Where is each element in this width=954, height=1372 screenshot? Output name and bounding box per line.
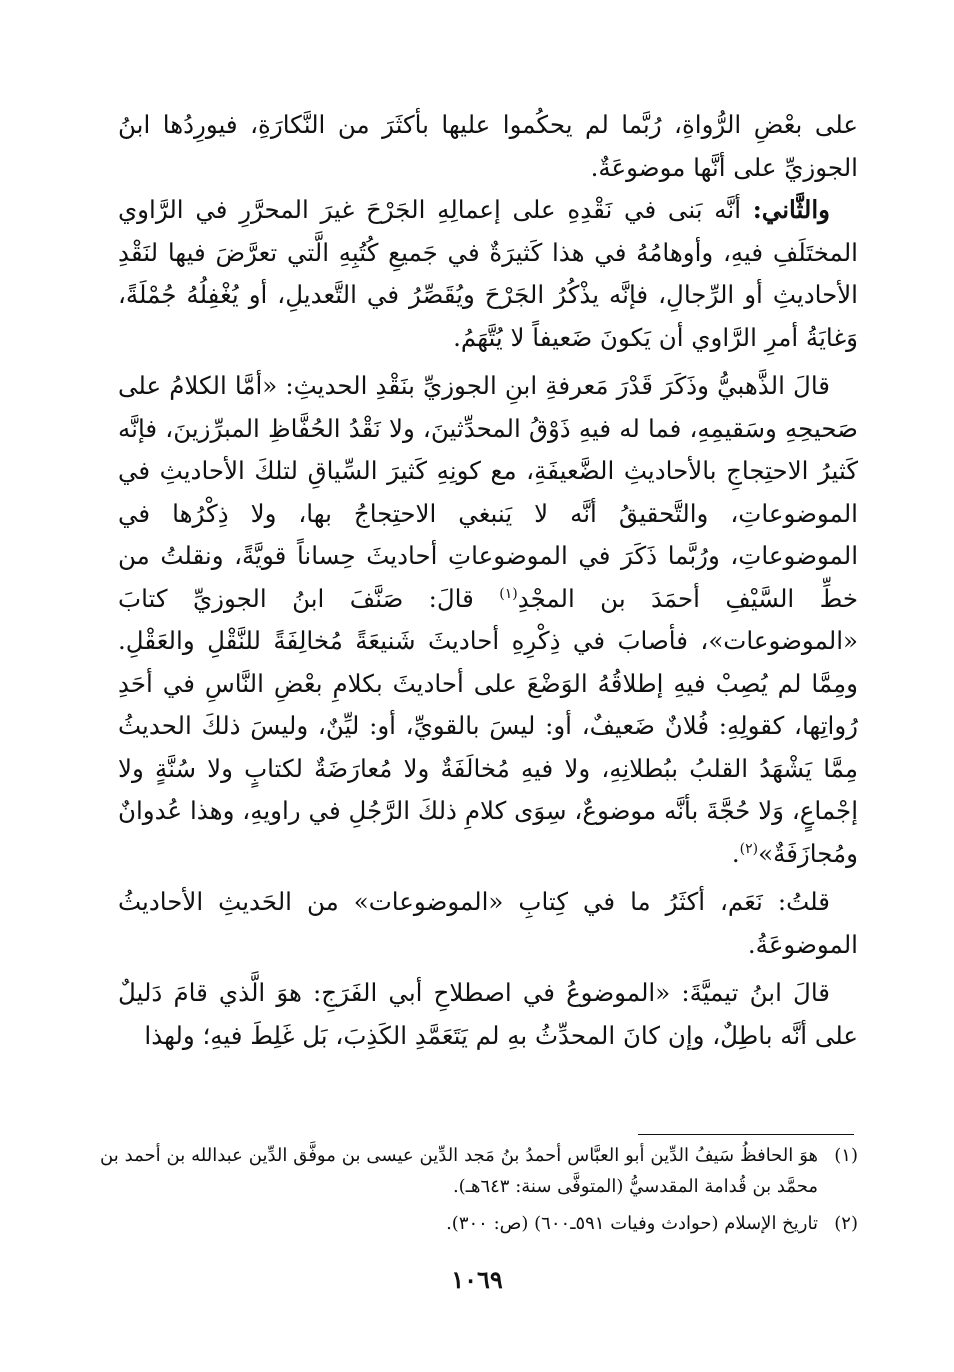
paragraph-5: قالَ ابنُ تيميَّةَ: «الموضوعُ في اصطلاحِ أبي الفَرَجِ: هوَ الَّذي قامَ دَليلٌ على أنَّه باطِلٌ، وإن كانَ المحدِّثُ بهِ لم يَتَعَمَّدِ الكَذِبَ، بَل غَلِطَ فيهِ؛ ولهذا: [118, 978, 858, 1050]
footnote-ref-1: (١): [499, 585, 518, 602]
footnote-2-number: (٢): [834, 1213, 858, 1234]
footnote-divider: [638, 1134, 854, 1135]
footnote-1-text: هوَ الحافظُ سَيفُ الدِّين أبو العبَّاس أحمدُ بنُ مَجد الدِّين عيسى بن موفَّق الدِّين عبدالله بن أحمد بن محمَّد بن قُدامة المقدسيُّ (المتوفَّى سنة: ٦٤٣هـ).: [100, 1145, 818, 1197]
paragraph-3-end: .: [731, 838, 740, 868]
paragraph-3: [118, 365, 858, 875]
paragraph-2: [118, 189, 858, 359]
main-text: [118, 104, 858, 1057]
footnotes: [100, 1140, 858, 1239]
paragraph-2-text: أنَّه بَنى في نَقْدِهِ على إعمالِهِ الجَرْحَ غيرَ المحرَّرِ في الرَّاوي المختَلَفِ فيهِ، وأوهامُهُ في هذا كَثيرَةٌ في جَميعِ كُتُبِهِ الَّتي تعرَّضَ فيها لنَقْدِ الأحاديثِ أو الرِّجالِ، فإنَّه يذْكُرُ الجَرْحَ ويُقَصِّرُ في التَّعديلِ، أو يُغْفِلُهُ جُمْلَةً، وَغايَةُ أمرِ الرَّاوي أن يَكونَ ضَعيفاً لا يُتَّهَمُ.: [118, 195, 858, 352]
paragraph-4: قلتُ: نَعَم، أكثَرُ ما في كِتابِ «الموضوعات» من الحَديثِ الأحاديثُ الموضوعَةُ.: [118, 887, 858, 959]
footnote-2-text: تاريخ الإسلام (حوادث وفيات ٥٩١ـ٦٠٠) (ص: ٣٠٠).: [446, 1213, 818, 1234]
footnote-2: [100, 1208, 858, 1239]
page-number: ١٠٦٩: [451, 1265, 503, 1294]
paragraph-1: على بعْضِ الرُّواةِ، رُبَّما لم يحكُموا عليها بأكثَرَ من النَّكارَةِ، فيورِدُها ابنُ الجوزيِّ على أنَّها موضوعَةٌ.: [118, 110, 858, 182]
footnote-1-number: (١): [834, 1145, 858, 1166]
paragraph-2-lead: والثَّاني:: [752, 195, 830, 224]
paragraph-3-part-b: قالَ: صَنَّفَ ابنُ الجوزيِّ كتابَ «الموضوعات»، فأصابَ في ذِكْرِهِ أحاديثَ شَنيعَةً مُخالِفَةً للنَّقْلِ والعَقْلِ. ومِمَّا لم يُصِبْ فيهِ إطلاقُهُ الوَضْعَ على أحاديثَ بكلامِ بعْضِ النَّاسِ في أحَدِ رُواتِها، كقولِهِ: فُلانٌ ضَعيفٌ، أو: ليسَ بالقويِّ، أو: ليِّنٌ، وليسَ ذلكَ الحديثُ مِمَّا يَشْهَدُ القلبُ ببُطلانِهِ، ولا فيهِ مُخالَفَةٌ ولا مُعارَضَةٌ لكتابٍ ولا سُنَّةٍ ولا إجْماعٍ، وَلا حُجَّةَ بأنَّه موضوعٌ، سِوَى كلامِ ذلكَ الرَّجُلِ في راويهِ، وهذا عُدوانٌ ومُجازَفَةٌ»: [118, 583, 858, 868]
footnote-1: [100, 1140, 858, 1202]
paragraph-3-part-a: قالَ الذَّهبيُّ وذَكَرَ قَدْرَ مَعرفةِ ابنِ الجوزيِّ بنَقْدِ الحديثِ: «أمَّا الكلامُ على صَحيحِهِ وسَقيمِهِ، فما له فيهِ ذَوْقُ المحدِّثينَ، ولا نَقْدُ الحُفَّاظِ المبرِّزينَ، فإنَّه كَثيرُ الاحتِجاجِ بالأحاديثِ الضَّعيفَةِ، مع كونِهِ كَثيرَ السِّياقِ لتلكَ الأحاديثِ في الموضوعاتِ، والتَّحقيقُ أنَّه لا يَنبغي الاحتِجاجُ بها، ولا ذِكْرُها في الموضوعاتِ، ورُبَّما ذَكَرَ في الموضوعاتِ أحاديثَ حِساناً قويَّةً، ونقلتُ من خطِّ السَّيْفِ أحمَدَ بن المجْدِ: [118, 371, 858, 613]
footnote-ref-2: (٢): [739, 840, 759, 857]
